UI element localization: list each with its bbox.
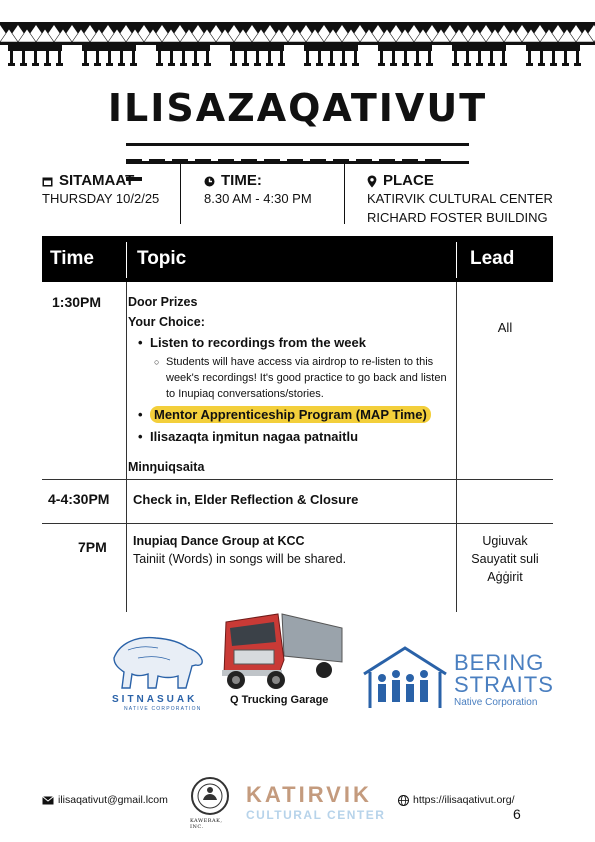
info-divider-1	[180, 164, 181, 224]
list-item	[136, 428, 448, 446]
date-value: THURSDAY 10/2/25	[42, 191, 160, 206]
row2-time: 4-4:30PM	[48, 491, 110, 507]
header-topic: Topic	[137, 248, 187, 269]
header-time: Time	[50, 248, 95, 269]
url-text: https://ilisaqativut.org/	[413, 794, 515, 806]
header-divider-2	[456, 242, 457, 278]
row1-line1: Door Prizes	[128, 295, 198, 309]
header-lead: Lead	[470, 248, 515, 269]
row3-topic-desc: Tainiit (Words) in songs will be shared.	[133, 552, 347, 566]
globe-icon	[398, 795, 409, 806]
row1-sub-bullet	[150, 354, 448, 402]
row1-bullet3: Ilisazaqta iŋmitun nagaa patnaitlu	[150, 429, 359, 444]
list-item	[136, 334, 448, 402]
row1-bullet1: Listen to recordings from the week	[150, 335, 366, 350]
footer-email	[42, 794, 168, 806]
envelope-icon	[42, 796, 54, 805]
truck-icon	[212, 604, 346, 690]
row3-lead-1: Ugiuvak	[482, 534, 528, 548]
title-dash-row	[126, 150, 469, 156]
house-family-icon	[360, 644, 450, 712]
row1-line2: Your Choice:	[128, 315, 205, 329]
title-rule-bottom	[126, 161, 469, 164]
sub-bullet-marker: ○	[154, 357, 160, 367]
email-text: ilisaqativut@gmail.lcom	[58, 794, 168, 806]
row1-time: 1:30PM	[52, 294, 102, 310]
sitnasuak-sub: NATIVE CORPORATION	[124, 706, 202, 712]
row3-topic	[133, 532, 453, 568]
row3-lead	[457, 532, 553, 586]
info-divider-2	[344, 164, 345, 224]
header-divider-1	[126, 242, 127, 278]
trucking-logo	[212, 604, 346, 714]
calendar-icon	[42, 176, 53, 187]
sitnasuak-logo	[108, 628, 212, 712]
bering-sub: Native Corporation	[454, 697, 538, 708]
place-line-2: RICHARD FOSTER BUILDING	[367, 210, 548, 225]
kawerak-name: KAWERAK, INC.	[190, 818, 223, 830]
row3-time: 7PM	[78, 539, 107, 555]
trucking-label: Q Trucking Garage	[230, 694, 329, 706]
location-pin-icon	[367, 175, 377, 188]
clock-icon	[204, 176, 215, 187]
row1-closing: Minŋuiqsaita	[128, 460, 205, 474]
row1-sub1: Students will have access via airdrop to re-listen to this week's recordings! It's good practice to go back and listen to Inupiaq conversations/stories.	[166, 356, 447, 400]
row3-lead-3: Aġġirit	[487, 570, 523, 584]
row1-bullet2-highlight: Mentor Apprenticeship Program (MAP Time)	[150, 406, 431, 423]
row-line-1	[42, 479, 553, 480]
bering-straits-logo	[360, 644, 554, 714]
page-title: ILISAZAQATIVUT	[107, 86, 488, 130]
column-line-time	[126, 282, 127, 612]
bering-line-2: STRAITS	[454, 672, 554, 697]
list-item	[136, 406, 448, 424]
row3-lead-2: Sauyatit suli	[471, 552, 539, 566]
row2-topic: Check in, Elder Reflection & Closure	[133, 492, 359, 507]
place-block	[367, 172, 553, 227]
row3-topic-title: Inupiaq Dance Group at KCC	[133, 534, 305, 548]
katirvik-name: KATIRVIK	[246, 782, 372, 807]
decorative-top-border	[0, 0, 595, 80]
polar-bear-icon	[108, 628, 208, 692]
row-line-2	[42, 523, 553, 524]
date-block	[42, 172, 159, 208]
kawerak-seal-icon	[186, 776, 234, 816]
katirvik-sub: CULTURAL CENTER	[246, 808, 386, 822]
row1-topic	[128, 292, 448, 474]
footer-url[interactable]	[398, 794, 515, 806]
kawerak-logo	[186, 776, 236, 828]
sitnasuak-name: SITNASUAK	[112, 694, 198, 705]
bering-line-1: BERING	[454, 650, 545, 675]
date-label: SITAMAAT	[59, 172, 135, 189]
time-block	[204, 172, 312, 208]
place-label: PLACE	[383, 172, 434, 189]
time-value: 8.30 AM - 4:30 PM	[204, 191, 312, 206]
title-rule-top	[126, 143, 469, 146]
row1-lead: All	[497, 320, 513, 335]
katirvik-logo	[246, 782, 385, 822]
place-line-1: KATIRVIK CULTURAL CENTER	[367, 191, 553, 206]
time-label: TIME:	[221, 172, 262, 189]
page-number: 6	[513, 806, 521, 822]
